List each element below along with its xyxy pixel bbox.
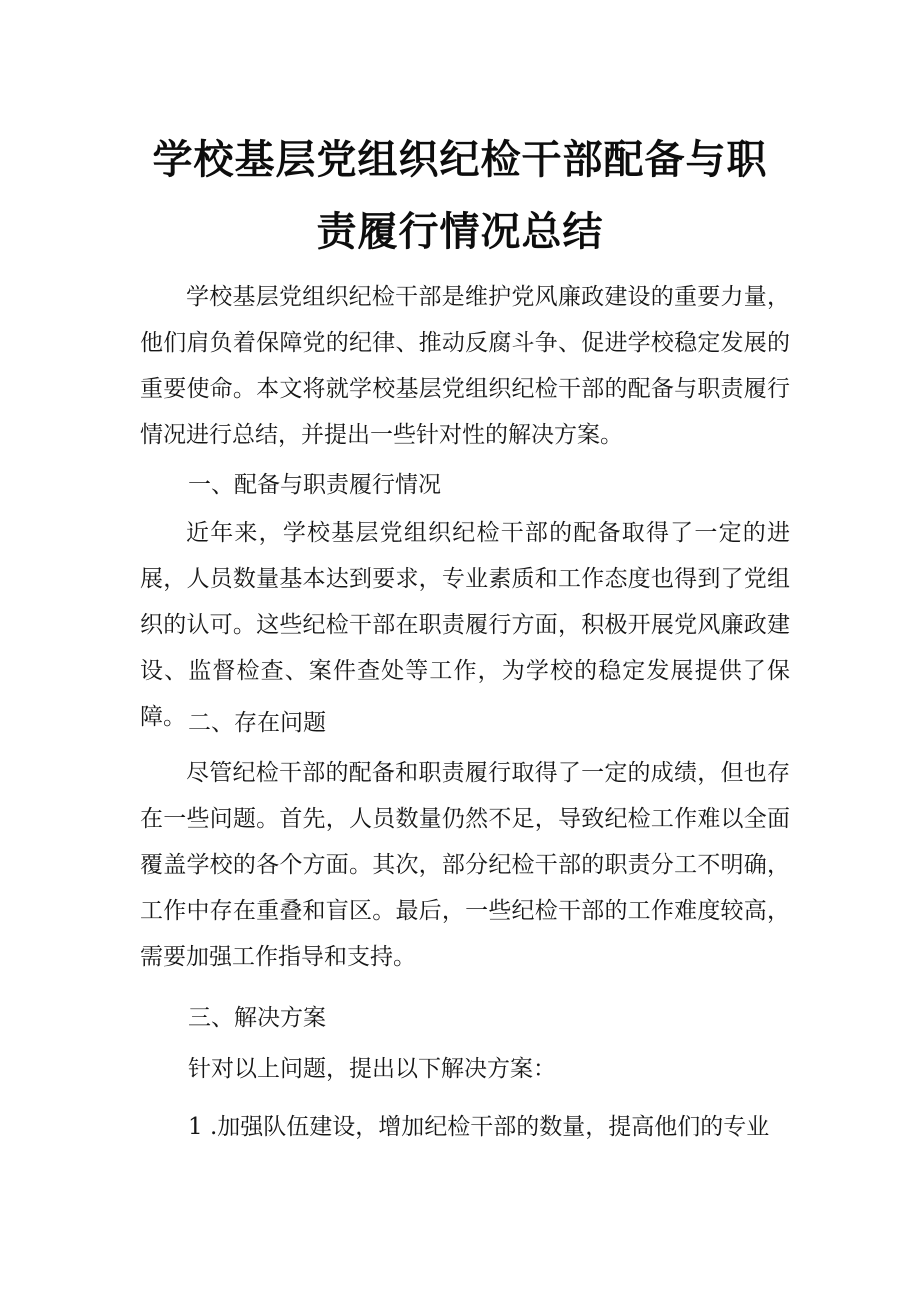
list-item-1: 1 .加强队伍建设，增加纪检干部的数量，提高他们的专业 xyxy=(188,1114,770,1140)
document-title-line-2: 责履行情况总结 xyxy=(316,209,604,255)
section-1-heading: 一、配备与职责履行情况 xyxy=(188,472,441,498)
intro-paragraph: 学校基层党组织纪检干部是维护党风廉政建设的重要力量，他们肩负着保障党的纪律、推动反腐斗争、促进学校稳定发展的重要使命。本文将就学校基层党组织纪检干部的配备与职责履行情况进行总结，并提出一些针对性的解决方案。 xyxy=(140,284,790,448)
section-2-heading: 二、存在问题 xyxy=(188,710,326,736)
section-3-intro: 针对以上问题，提出以下解决方案： xyxy=(188,1056,556,1082)
section-2-paragraph: 尽管纪检干部的配备和职责履行取得了一定的成绩，但也存在一些问题。首先，人员数量仍然不足，导致纪检工作难以全面覆盖学校的各个方面。其次，部分纪检干部的职责分工不明确，工作中存在重叠和盲区。最后，一些纪检干部的工作难度较高，需要加强工作指导和支持。 xyxy=(140,760,790,970)
document-title-line-1: 学校基层党组织纪检干部配备与职 xyxy=(152,137,768,183)
section-1-paragraph: 近年来，学校基层党组织纪检干部的配备取得了一定的进展，人员数量基本达到要求，专业素质和工作态度也得到了党组织的认可。这些纪检干部在职责履行方面，积极开展党风廉政建设、监督检查、案件查处等工作，为学校的稳定发展提供了保障。 xyxy=(140,520,790,730)
section-3-heading: 三、解决方案 xyxy=(188,1005,326,1031)
